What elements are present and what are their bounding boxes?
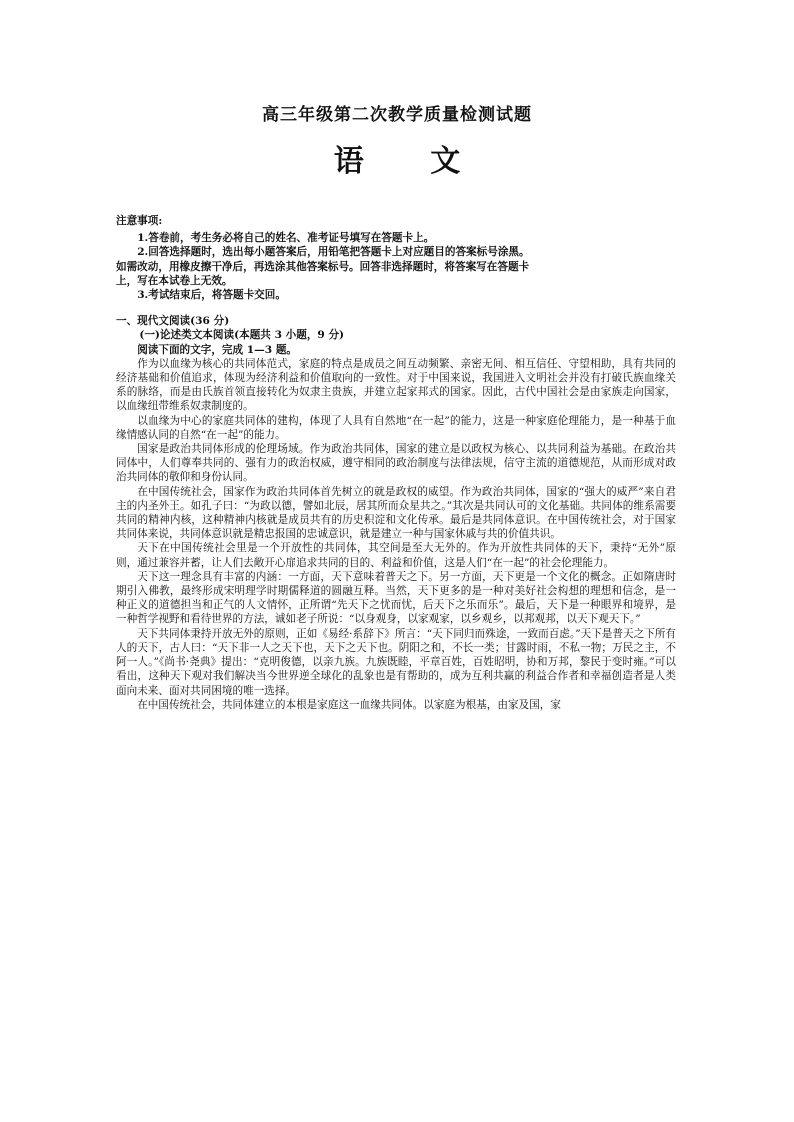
note-item: 如需改动，用橡皮擦干净后，再选涂其他答案标号。回答非选择题时，将答案写在答题卡 — [116, 260, 530, 273]
spacer — [116, 302, 676, 314]
exam-title: 高三年级第二次教学质量检测试题 — [262, 105, 532, 125]
note-item: 1.答卷前，考生务必将自己的姓名、准考证号填写在答题卡上。 — [137, 232, 435, 245]
passage-paragraph: 以血缘为中心的家庭共同体的建构，体现了人具有自然地“在一起”的能力，这是一种家庭伦理能力，是一种基于血缘情感认同的自然“在一起”的能力。 — [116, 414, 676, 441]
passage-paragraph: 国家是政治共同体形成的伦理场域。作为政治共同体，国家的建立是以政权为核心、以共同利益为基础。在政治共同体中，人们尊奉共同的、强有力的政治权威，遵守相同的政治制度与法律法规，信守主流的道德规范，从而形成对政治共同体的敬仰和身份认同。 — [116, 443, 676, 484]
section-heading: 一、现代文阅读(36 分) — [116, 315, 230, 328]
subsection-heading: (一)论述类文本阅读(本题共 3 小题，9 分) — [139, 329, 345, 342]
passage-paragraph: 天下这一理念具有丰富的内涵：一方面，天下意味着普天之下。另一方面，天下更是一个文化的概念。正如隋唐时期引入佛教，最终形成宋明理学时期儒释道的圆融互释。当然，天下更多的是一种对美好社会构想的理想和信念，是一种正义的道德担当和正气的人文情怀，正所谓“先天下之忧而忧，后天下之乐而乐”。最后，天下是一种眼界和境界，是一种哲学视野和看待世界的方法，诚如老子所说：“以身观身，以家观家，以乡观乡，以邦观邦，以天下观天下。” — [116, 570, 676, 626]
notes-heading: 注意事项: — [116, 215, 163, 227]
subject-title: 语 文 — [333, 144, 489, 179]
reading-instruction: 阅读下面的文字，完成 1—3 题。 — [137, 343, 298, 356]
passage-paragraph: 天下在中国传统社会里是一个开放性的共同体，其空间是至大无外的。作为开放性共同体的天下，秉持“无外”原则，通过兼容并蓄，让人们去敞开心扉追求共同的目的、利益和价值，这是人们“在一起”的社会伦理能力。 — [116, 542, 676, 569]
note-item: 3.考试结束后，将答题卡交回。 — [137, 289, 286, 302]
passage-paragraph: 在中国传统社会，国家作为政治共同体首先树立的就是政权的威望。作为政治共同体，国家的“强大的威严”来自君主的内圣外王。如孔子曰：“为政以德，譬如北辰，居其所而众星共之。”其次是共同认可的文化基础。共同体的维系需要共同的精神内核，这种精神内核就是成员共有的历史积淀和文化传承。最后是共同体意识。在中国传统社会，对于国家共同体来说，共同体意识就是精忠报国的忠诚意识，就是建立一种与国家休戚与共的价值共识。 — [116, 485, 676, 541]
passage-paragraph: 在中国传统社会，共同体建立的本根是家庭这一血缘共同体。以家庭为根基，由家及国，家 — [137, 698, 561, 711]
passage-paragraph: 天下共同体秉持开放无外的原则，正如《易经·系辞下》所言：“天下同归而殊途，一致而百虑。”天下是普天之下所有人的天下，古人曰：“天下非一人之天下也，天下之天下也。阴阳之和，不长一类；甘露时雨，不私一物；万民之主，不阿一人。”《尚书·尧典》提出：“克明俊德，以亲九族。九族既睦，平章百姓，百姓昭明，协和万邦，黎民于变时雍。”可以看出，这种天下观对我们解决当今世界逆全球化的乱象也是有帮助的，成为互利共赢的利益合作者和幸福创造者是人类面向未来、面对共同困境的唯一选择。 — [116, 627, 676, 697]
note-item: 上，写在本试卷上无效。 — [116, 274, 233, 287]
note-item: 2.回答选择题时，选出每小题答案后，用铅笔把答题卡上对应题目的答案标号涂黑。 — [137, 246, 530, 259]
exam-body — [116, 214, 676, 712]
passage-paragraph: 作为以血缘为核心的共同体范式，家庭的特点是成员之间互动频繁、亲密无间、相互信任、守望相助，具有共同的经济基础和价值追求，体现为经济利益和价值取向的一致性。对于中国来说，我国进入文明社会并没有打破氏族血缘关系的脉络，而是由氏族首领直接转化为奴隶主贵族，并建立起家邦式的国家。因此，古代中国社会是由家族走向国家，以血缘纽带维系奴隶制度的。 — [116, 357, 676, 413]
